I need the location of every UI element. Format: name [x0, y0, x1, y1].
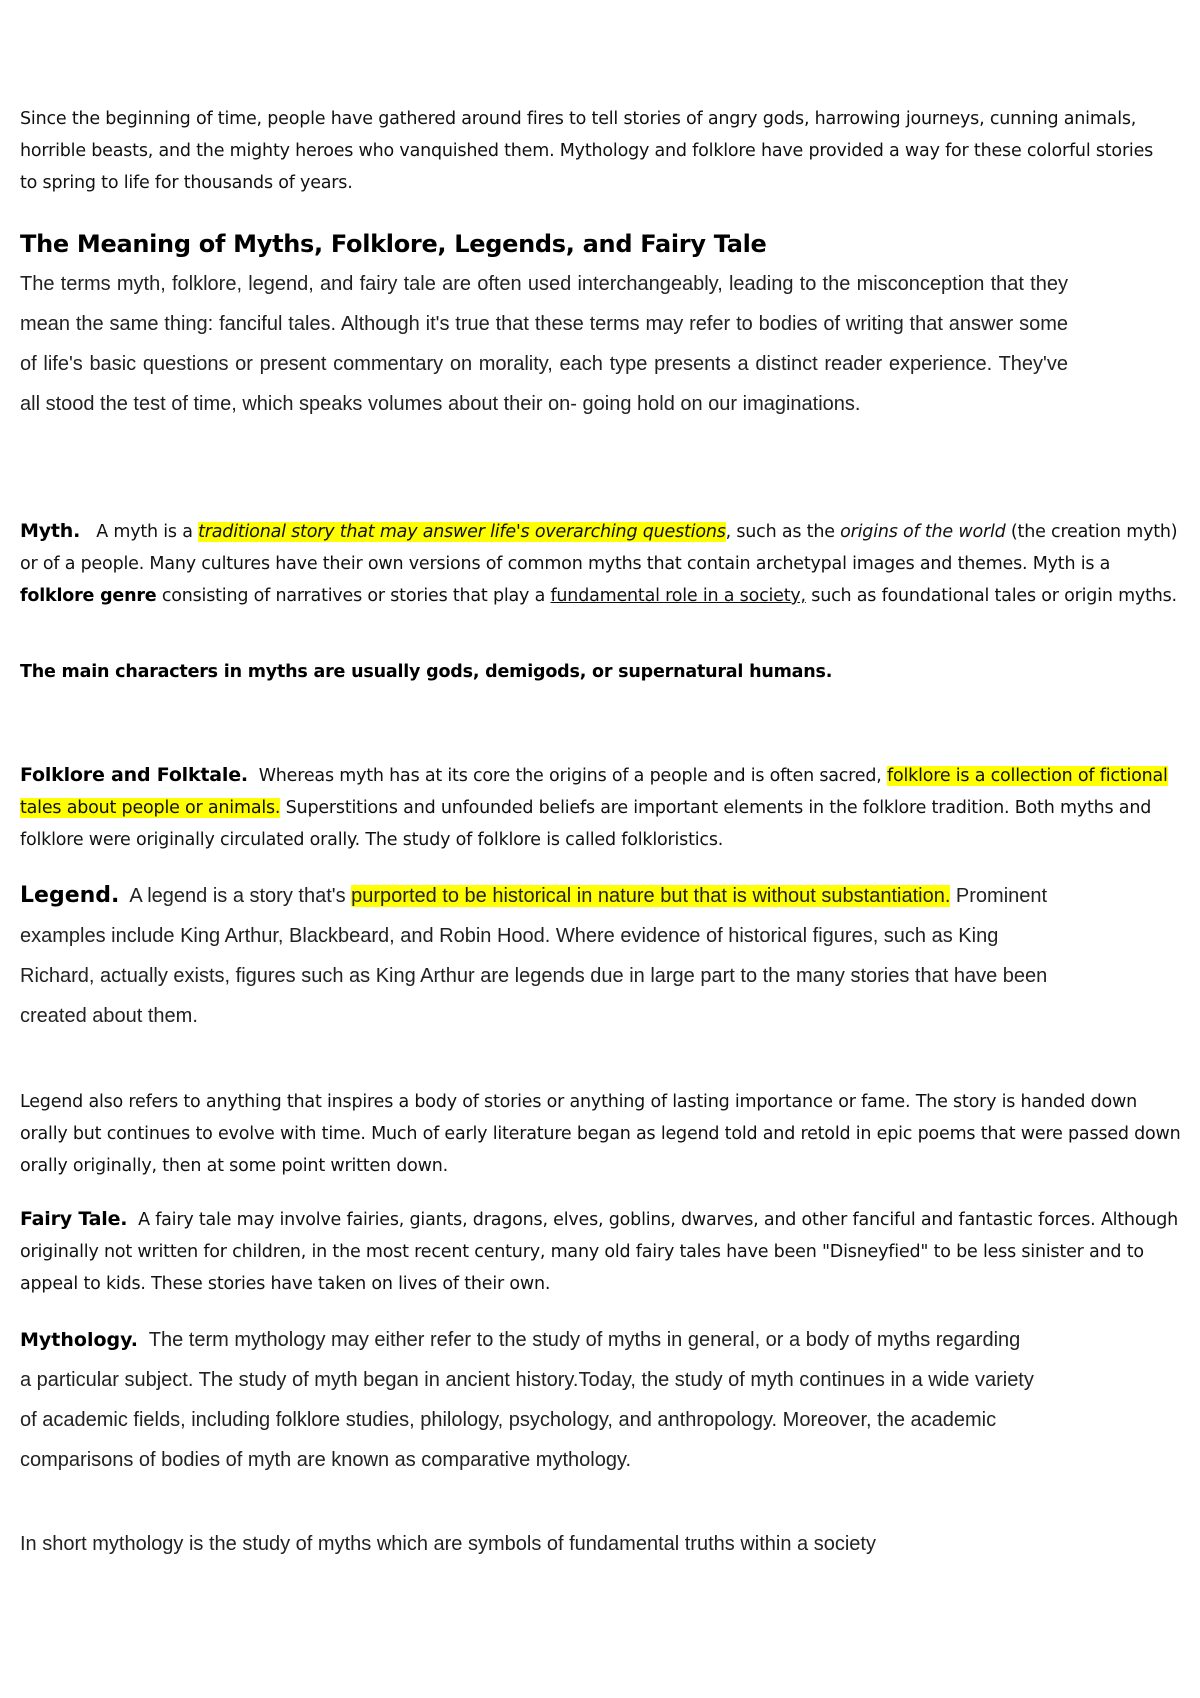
myth-text-2: , such as the [725, 522, 841, 542]
myth-highlight: traditional story that may answer life's overarching questions [198, 522, 726, 542]
folklore-label: Folklore and Folktale. [20, 764, 248, 786]
fairy-paragraph [20, 1203, 1185, 1300]
legend-highlight: purported to be historical in nature but that is without substantiation. [351, 885, 951, 907]
folklore-paragraph [20, 759, 1170, 856]
folklore-text-2: Superstitions and unfounded beliefs are important elements in the folklore tradition. Both myths and folklore were originally circulated orally. The study of folklore is called folkloristics. [20, 798, 1152, 850]
myth-underline: fundamental role in a society, [550, 586, 806, 606]
fairy-text: A fairy tale may involve fairies, giants, dragons, elves, goblins, dwarves, and other fanciful and fantastic forces. Although originally not written for children, in the most recent century, many old fairy tales have been "Disneyfied" to be less sinister and to appeal to kids. These stories have taken on lives of their own. [20, 1210, 1179, 1294]
section-heading: The Meaning of Myths, Folklore, Legends, and Fairy Tale [20, 230, 767, 258]
mythology-paragraph [20, 1320, 1035, 1480]
mythology-short: In short mythology is the study of myths which are symbols of fundamental truths within a society [20, 1533, 876, 1555]
legend-also-paragraph: Legend also refers to anything that inspires a body of stories or anything of lasting importance or fame. The story is handed down orally but continues to evolve with time. Much of early literature began as legend told and retold in epic poems that were passed down orally originally, then at some point written down. [20, 1092, 1181, 1176]
legend-paragraph [20, 876, 1060, 1036]
fairy-label: Fairy Tale. [20, 1208, 128, 1230]
myth-paragraph [20, 515, 1185, 612]
mythology-label: Mythology. [20, 1329, 138, 1351]
myth-bold: folklore genre [20, 586, 157, 606]
folklore-text-1: Whereas myth has at its core the origins of a people and is often sacred, [258, 766, 887, 786]
myth-text-5: such as foundational tales or origin myths. [805, 586, 1177, 606]
myth-text-4: consisting of narratives or stories that play a [156, 586, 551, 606]
folklore-highlight: folklore is a collection of fictional tales about people or animals. [20, 766, 1168, 818]
myth-characters: The main characters in myths are usually gods, demigods, or supernatural humans. [20, 662, 833, 682]
legend-label: Legend. [20, 883, 120, 908]
myth-text-1: A myth is a [96, 522, 199, 542]
mythology-text: The term mythology may either refer to the study of myths in general, or a body of myths regarding a particular subject. The study of myth began in ancient history.Today, the study of myth continues in a wide variety of academic fields, including folklore studies, philology, psychology, and anthropology. Moreover, the academic comparisons of bodies of myth are known as comparative mythology. [20, 1329, 1034, 1471]
myth-italic: origins of the world [840, 522, 1006, 542]
myth-text-3: (the creation myth) or of a people. Many cultures have their own versions of common myths that contain archetypal images and themes. Myth is a [20, 522, 1178, 574]
myth-label: Myth. [20, 520, 81, 542]
legend-text-2: Prominent examples include King Arthur, Blackbeard, and Robin Hood. Where evidence of historical figures, such as King Richard, actually exists, figures such as King Arthur are legends due in large part to the many stories that have been created about them. [20, 885, 1048, 1027]
terms-paragraph: The terms myth, folklore, legend, and fairy tale are often used interchangeably, leading to the misconception that they mean the same thing: fanciful tales. Although it's true that these terms may refer to bodies of writing that answer some of life's basic questions or present commentary on morality, each type presents a distinct reader experience. They've all stood the test of time, which speaks volumes about their on- going hold on our imaginations. [20, 273, 1068, 415]
legend-text-1: A legend is a story that's [129, 885, 352, 907]
intro-paragraph: Since the beginning of time, people have gathered around fires to tell stories of angry gods, harrowing journeys, cunning animals, horrible beasts, and the mighty heroes who vanquished them. Mythology and folklore have provided a way for these colorful stories to spring to life for thousands of years. [20, 109, 1154, 193]
